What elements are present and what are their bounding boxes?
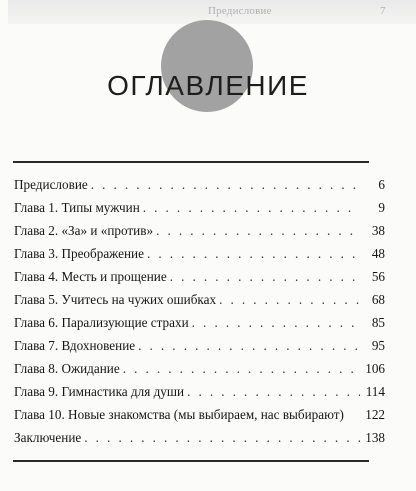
toc-entry-title: Глава 10. Новые знакомства (мы выбираем, нас выбирают) [14, 407, 344, 422]
divider-bottom [13, 460, 369, 462]
running-head-bleed: Предисловие [208, 5, 272, 17]
toc-leader [170, 265, 360, 288]
toc-entry [14, 219, 385, 242]
toc-entry [14, 242, 385, 265]
toc-leader [84, 426, 360, 449]
toc-entry-page: 114 [365, 384, 385, 399]
toc-entry-page: 68 [371, 292, 385, 307]
toc-leader [123, 357, 360, 380]
toc-entry-page: 138 [365, 430, 385, 445]
toc-entry [14, 426, 385, 449]
toc-leader [147, 242, 360, 265]
toc-entry-title: Глава 1. Типы мужчин [14, 200, 140, 215]
toc-leader [219, 288, 360, 311]
toc-entry [14, 334, 385, 357]
page-title: ОГЛАВЛЕНИЕ [107, 70, 309, 101]
table-of-contents [14, 173, 385, 449]
toc-entry-page: 48 [371, 246, 385, 261]
toc-entry-title: Глава 2. «За» и «против» [14, 223, 154, 238]
toc-entry [14, 403, 385, 426]
toc-entry-page: 85 [371, 315, 385, 330]
toc-leader [192, 311, 360, 334]
toc-entry-title: Предисловие [14, 177, 88, 192]
toc-entry-title: Глава 7. Вдохновение [14, 338, 136, 353]
toc-entry-page: 56 [371, 269, 385, 284]
toc-leader [156, 219, 360, 242]
toc-entry-page: 106 [365, 361, 385, 376]
toc-entry-page: 9 [378, 200, 385, 215]
toc-entry-page: 95 [371, 338, 385, 353]
toc-entry [14, 196, 385, 219]
page-number-bleed: 7 [380, 5, 386, 17]
toc-leader [187, 380, 360, 403]
toc-entry-title: Глава 9. Гимнастика для души [14, 384, 185, 399]
toc-entry-page: 38 [371, 223, 385, 238]
toc-entry-page: 6 [378, 177, 385, 192]
toc-entry-title: Заключение [14, 430, 82, 445]
toc-entry-title: Глава 3. Преображение [14, 246, 144, 261]
toc-entry-title: Глава 4. Месть и прощение [14, 269, 167, 284]
toc-entry [14, 380, 385, 403]
toc-leader [138, 334, 360, 357]
toc-entry [14, 173, 385, 196]
toc-leader [143, 196, 360, 219]
divider-top [13, 161, 369, 163]
toc-entry-title: Глава 6. Парализующие страхи [14, 315, 189, 330]
toc-entry [14, 311, 385, 334]
toc-entry-title: Глава 5. Учитесь на чужих ошибках [14, 292, 217, 307]
toc-entry-page: 122 [365, 407, 386, 422]
toc-entry [14, 357, 385, 380]
toc-entry-title: Глава 8. Ожидание [14, 361, 120, 376]
toc-entry [14, 265, 385, 288]
toc-leader [91, 173, 360, 196]
toc-entry [14, 288, 385, 311]
